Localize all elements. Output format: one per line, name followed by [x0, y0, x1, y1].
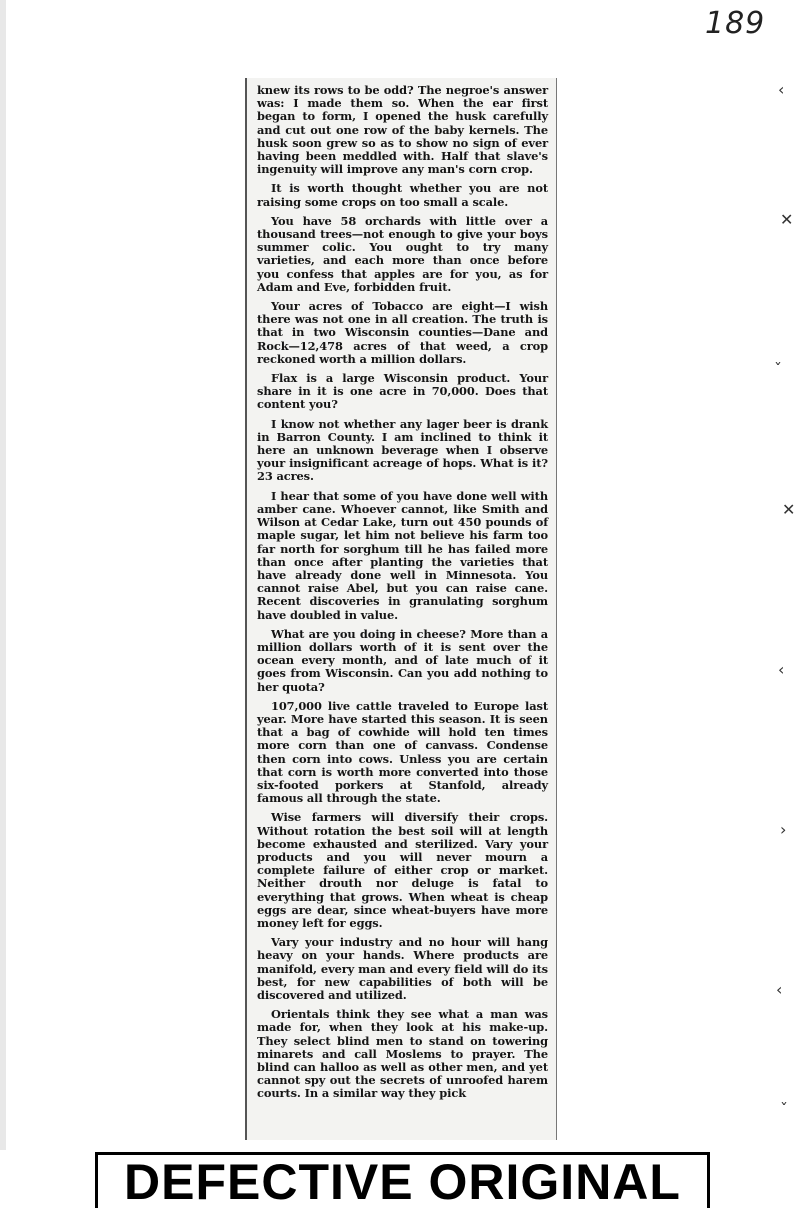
scan-left-edge	[0, 0, 6, 1150]
article-paragraph-11: Vary your industry and no hour will hang heavy on your hands. Where products are manifold, every man and every field will do its best, for new capabilities of both will be discovered and utilized.	[257, 935, 548, 1002]
defective-original-banner	[95, 1152, 710, 1208]
page-number: 189	[705, 6, 766, 41]
article-paragraph-4: Your acres of Tobacco are eight—I wish there was not one in all creation. The truth is that in two Wisconsin counties—Dane and Rock—12,478 acres of that weed, a crop reckoned worth a million dollars.	[257, 299, 548, 366]
scan-mark-icon: ‹	[778, 660, 785, 679]
scan-mark-icon: ‹	[776, 980, 783, 999]
scan-mark-icon: ›	[780, 820, 787, 839]
article-column	[245, 78, 557, 1140]
article-paragraph-2: It is worth thought whether you are not raising some crops on too small a scale.	[257, 181, 548, 209]
article-paragraph-1: knew its rows to be odd? The negroe's answer was: I made them so. When the ear first began to form, I opened the husk carefully and cut out one row of the baby kernels. The husk soon grew so as to show no sign of ever having been meddled with. Half that slave's ingenuity will improve any man's corn crop.	[257, 83, 548, 177]
article-paragraph-8: What are you doing in cheese? More than a million dollars worth of it is sent over the ocean every month, and of late much of it goes from Wisconsin. Can you add nothing to her quota?	[257, 626, 548, 694]
scan-mark-icon: ˇ	[780, 1100, 788, 1119]
article-paragraph-12: Orientals think they see what a man was made for, when they look at his make-up. They select blind men to stand on towering minarets and call Moslems to prayer. The blind can halloo as well as other men, and yet cannot spy out the secrets of unroofed harem courts. In a similar way they pick	[257, 1007, 548, 1101]
article-paragraph-5: Flax is a large Wisconsin product. Your share in it is one acre in 70,000. Does that content you?	[257, 371, 548, 412]
scan-right-edge	[760, 60, 800, 1140]
article-paragraph-9: 107,000 live cattle traveled to Europe last year. More have started this season. It is seen that a bag of cowhide will hold ten times more corn than one of canvass. Condense then corn into cows. Unless you are certain that corn is worth more converted into those six-footed porkers at Stanfold, already famous all through the state.	[257, 698, 548, 806]
scan-mark-icon: ✕	[780, 210, 794, 229]
article-paragraph-3: You have 58 orchards with little over a thousand trees—not enough to give your boys summer colic. You ought to try many varieties, and each more than once before you confess that apples are for you, as for Adam and Eve, forbidden fruit.	[257, 213, 548, 294]
article-paragraph-6: I know not whether any lager beer is drank in Barron County. I am inclined to think it here an unknown beverage when I observe your insignificant acreage of hops. What is it? 23 acres.	[257, 416, 548, 484]
article-paragraph-10: Wise farmers will diversify their crops. Without rotation the best soil will at length become exhausted and sterilized. Vary your products and you will never mourn a complete failure of either crop or market. Neither drouth nor deluge is fatal to everything that grows. When wheat is cheap eggs are dear, since wheat-buyers have more money left for eggs.	[257, 810, 548, 930]
article-paragraph-7: I hear that some of you have done well with amber cane. Whoever cannot, like Smith and Wilson at Cedar Lake, turn out 450 pounds of maple sugar, let him not believe his farm too far north for sorghum till he has failed more than once after planting the varieties that have already done well in Minnesota. You cannot raise Abel, but you can raise cane. Recent discoveries in granulating sorghum have doubled in value.	[257, 488, 548, 622]
scan-mark-icon: ✕	[782, 500, 796, 519]
banner-text: DEFECTIVE ORIGINAL	[124, 1153, 681, 1210]
scan-mark-icon: ‹	[778, 80, 785, 99]
scan-mark-icon: ˇ	[774, 360, 782, 379]
